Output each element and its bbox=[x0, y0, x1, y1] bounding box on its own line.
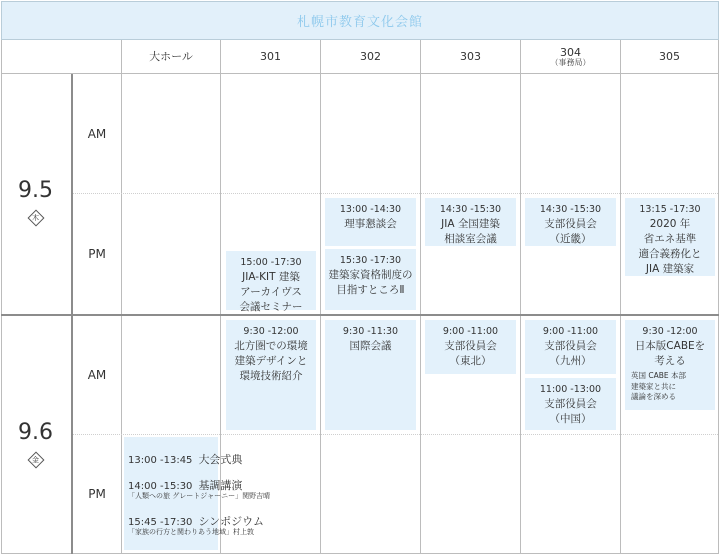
venue-title: 札幌市教育文化会館 bbox=[1, 1, 719, 40]
event-international[interactable]: 9:30 -11:30 国際会議 bbox=[325, 320, 416, 430]
event-tohoku-meeting[interactable]: 9:00 -11:00 支部役員会 （東北） bbox=[425, 320, 516, 374]
period-pm: PM bbox=[88, 487, 106, 501]
event-qualification[interactable]: 15:30 -17:30 建築家資格制度の 目指すところⅡ bbox=[325, 249, 416, 310]
event-board-meeting[interactable]: 13:00 -14:30 理事懇談会 bbox=[325, 198, 416, 246]
weekday-badge: 木 bbox=[27, 209, 45, 227]
event-jia-kit[interactable]: 15:00 -17:30 JIA-KIT 建築 アーカイヴス 会議セミナー bbox=[226, 251, 316, 310]
event-chugoku-meeting[interactable]: 11:00 -13:00 支部役員会 （中国） bbox=[525, 378, 616, 430]
event-energy-standard[interactable]: 13:15 -17:30 2020 年 省エネ基準 適合義務化と JIA 建築家 bbox=[625, 198, 715, 276]
col-header-302: 302 bbox=[360, 49, 381, 63]
period-am: AM bbox=[87, 368, 107, 382]
col-divider bbox=[520, 40, 521, 554]
hall-item-symposium-sub: 「家族の行方と関わりあう地域」村上敦 bbox=[128, 528, 254, 536]
col-divider bbox=[320, 40, 321, 554]
hall-item-keynote[interactable]: 14:00 -15:30 基調講演 bbox=[128, 479, 243, 492]
border-left bbox=[1, 40, 2, 554]
day-label-0905 bbox=[0, 178, 71, 227]
am-pm-divider bbox=[73, 193, 718, 194]
hall-item-keynote-sub: 「人類への旅 グレートジャーニー」関野吉晴 bbox=[128, 492, 271, 500]
col-divider bbox=[121, 40, 122, 554]
event-consultation[interactable]: 14:30 -15:30 JIA 全国建築 相談室会議 bbox=[425, 198, 516, 246]
border-right bbox=[718, 40, 719, 554]
col-header-main-hall: 大ホール bbox=[149, 49, 193, 63]
event-cabe[interactable]: 9:30 -12:00 日本版CABEを 考える 英国 CABE 本部 建築家と共に 議論を深める bbox=[625, 320, 715, 410]
event-kinki-meeting[interactable]: 14:30 -15:30 支部役員会 （近畿） bbox=[525, 198, 616, 246]
weekday-badge: 金 bbox=[27, 451, 45, 469]
col-divider bbox=[620, 40, 621, 554]
am-pm-divider bbox=[73, 434, 718, 435]
col-header-305: 305 bbox=[659, 49, 680, 63]
col-header-301: 301 bbox=[260, 49, 281, 63]
date: 9.6 bbox=[18, 420, 53, 445]
date: 9.5 bbox=[18, 178, 53, 203]
hall-item-symposium[interactable]: 15:45 -17:30 シンポジウム bbox=[128, 515, 265, 528]
period-am: AM bbox=[87, 126, 107, 141]
col-header-304: 304 （事務局） bbox=[550, 45, 591, 67]
col-header-303: 303 bbox=[460, 49, 481, 63]
col-divider bbox=[420, 40, 421, 554]
event-note: 英国 CABE 本部 建築家と共に 議論を深める bbox=[631, 371, 687, 402]
border-bottom bbox=[1, 553, 719, 554]
period-pm: PM bbox=[88, 247, 106, 261]
event-northern-design[interactable]: 9:30 -12:00 北方圏での環境 建築デザインと 環境技術紹介 bbox=[226, 320, 316, 430]
hall-item-ceremony[interactable]: 13:00 -13:45 大会式典 bbox=[128, 453, 243, 466]
event-kyushu-meeting[interactable]: 9:00 -11:00 支部役員会 （九州） bbox=[525, 320, 616, 374]
day-label-0906 bbox=[0, 420, 71, 469]
